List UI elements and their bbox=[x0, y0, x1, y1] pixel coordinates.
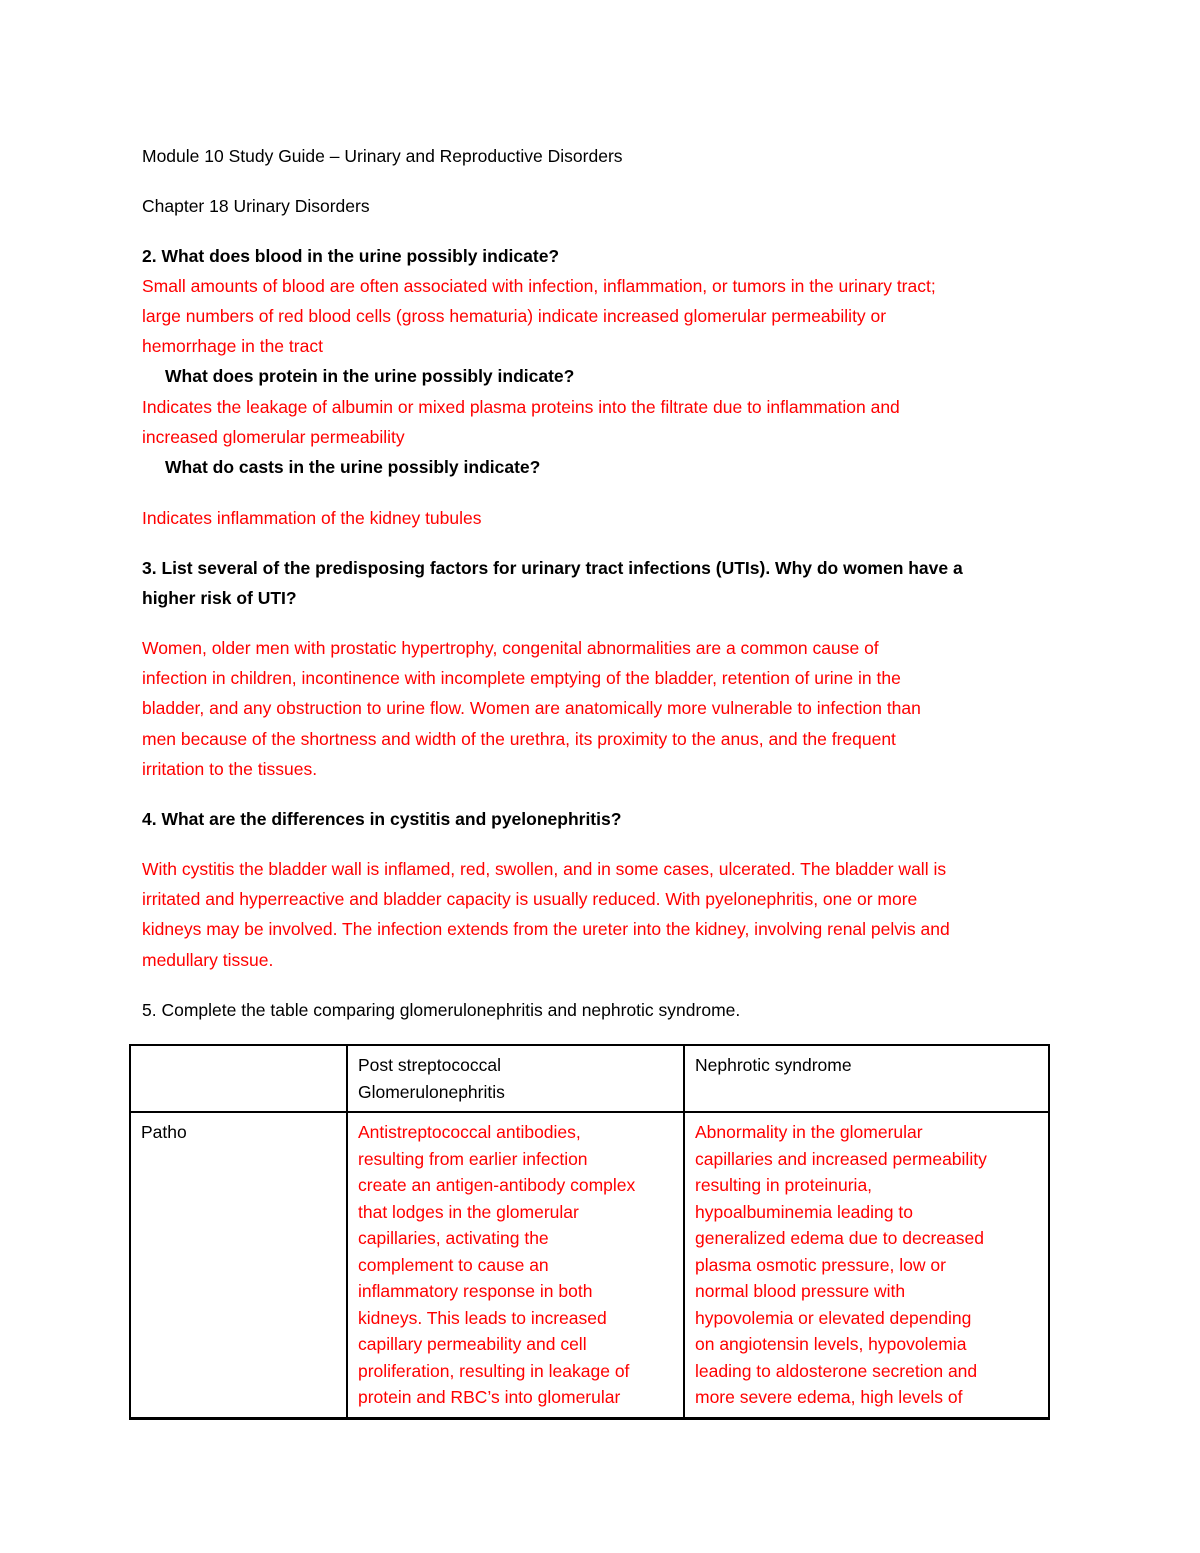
table-header-cell bbox=[684, 1045, 1049, 1112]
comparison-table bbox=[129, 1044, 1050, 1420]
question-3-line: higher risk of UTI? bbox=[142, 588, 297, 608]
row-label-patho: Patho bbox=[141, 1122, 187, 1142]
table-row bbox=[130, 1112, 1049, 1418]
header-glomerulonephritis: Post streptococcal Glomerulonephritis bbox=[358, 1055, 505, 1102]
answer-3-line: men because of the shortness and width of the urethra, its proximity to the anus, and the frequent bbox=[142, 729, 896, 749]
question-2-casts: What do casts in the urine possibly indicate? bbox=[165, 457, 541, 477]
answer-4-line: irritated and hyperreactive and bladder capacity is usually reduced. With pyelonephritis, one or more bbox=[142, 889, 918, 909]
table-row-label bbox=[130, 1112, 347, 1418]
answer-3-line: irritation to the tissues. bbox=[142, 759, 318, 779]
answer-2-protein-line: Indicates the leakage of albumin or mixed plasma proteins into the filtrate due to inflammation and bbox=[142, 397, 900, 417]
answer-4-line: kidneys may be involved. The infection extends from the ureter into the kidney, involving renal pelvis and bbox=[142, 919, 950, 939]
answer-2-line: large numbers of red blood cells (gross hematuria) indicate increased glomerular permeability or bbox=[142, 306, 887, 326]
patho-glomerulonephritis: Antistreptococcal antibodies, resulting from earlier infection create an antigen-antibody complex that lodges in the glomerular capillaries, activating the complement to cause an inflammatory response in both kidneys. This leads to increased capillary permeability and cell proliferation, resulting in leakage of protein and RBC’s into glomerular bbox=[358, 1122, 636, 1407]
table-cell bbox=[347, 1112, 684, 1418]
answer-2-casts: Indicates inflammation of the kidney tubules bbox=[142, 508, 482, 528]
document-title: Module 10 Study Guide – Urinary and Reproductive Disorders bbox=[142, 146, 623, 166]
question-3-line: 3. List several of the predisposing factors for urinary tract infections (UTIs). Why do women have a bbox=[142, 558, 963, 578]
answer-4-line: With cystitis the bladder wall is inflamed, red, swollen, and in some cases, ulcerated. The bladder wall is bbox=[142, 859, 947, 879]
table-header-cell bbox=[347, 1045, 684, 1112]
chapter-heading: Chapter 18 Urinary Disorders bbox=[142, 196, 370, 216]
table-header-row bbox=[130, 1045, 1049, 1112]
answer-2-line: hemorrhage in the tract bbox=[142, 336, 323, 356]
question-5: 5. Complete the table comparing glomerulonephritis and nephrotic syndrome. bbox=[142, 1000, 741, 1020]
question-4: 4. What are the differences in cystitis and pyelonephritis? bbox=[142, 809, 622, 829]
question-2-protein: What does protein in the urine possibly indicate? bbox=[165, 366, 575, 386]
answer-4-line: medullary tissue. bbox=[142, 950, 274, 970]
answer-2-line: Small amounts of blood are often associated with infection, inflammation, or tumors in the urinary tract; bbox=[142, 276, 936, 296]
patho-nephrotic-syndrome: Abnormality in the glomerular capillaries and increased permeability resulting in proteinuria, hypoalbuminemia leading to generalized edema due to decreased plasma osmotic pressure, low or normal blood pressure with hypovolemia or elevated depending on angiotensin levels, hypovolemia leading to aldosterone secretion and more severe edema, high levels of bbox=[695, 1122, 987, 1407]
answer-3-line: bladder, and any obstruction to urine flow. Women are anatomically more vulnerable to infection than bbox=[142, 698, 921, 718]
table-header-cell bbox=[130, 1045, 347, 1112]
answer-2-protein-line: increased glomerular permeability bbox=[142, 427, 405, 447]
header-nephrotic-syndrome: Nephrotic syndrome bbox=[695, 1055, 852, 1075]
answer-3-line: Women, older men with prostatic hypertrophy, congenital abnormalities are a common cause of bbox=[142, 638, 879, 658]
answer-3-line: infection in children, incontinence with incomplete emptying of the bladder, retention of urine in the bbox=[142, 668, 901, 688]
table-cell bbox=[684, 1112, 1049, 1418]
question-2: 2. What does blood in the urine possibly indicate? bbox=[142, 246, 560, 266]
